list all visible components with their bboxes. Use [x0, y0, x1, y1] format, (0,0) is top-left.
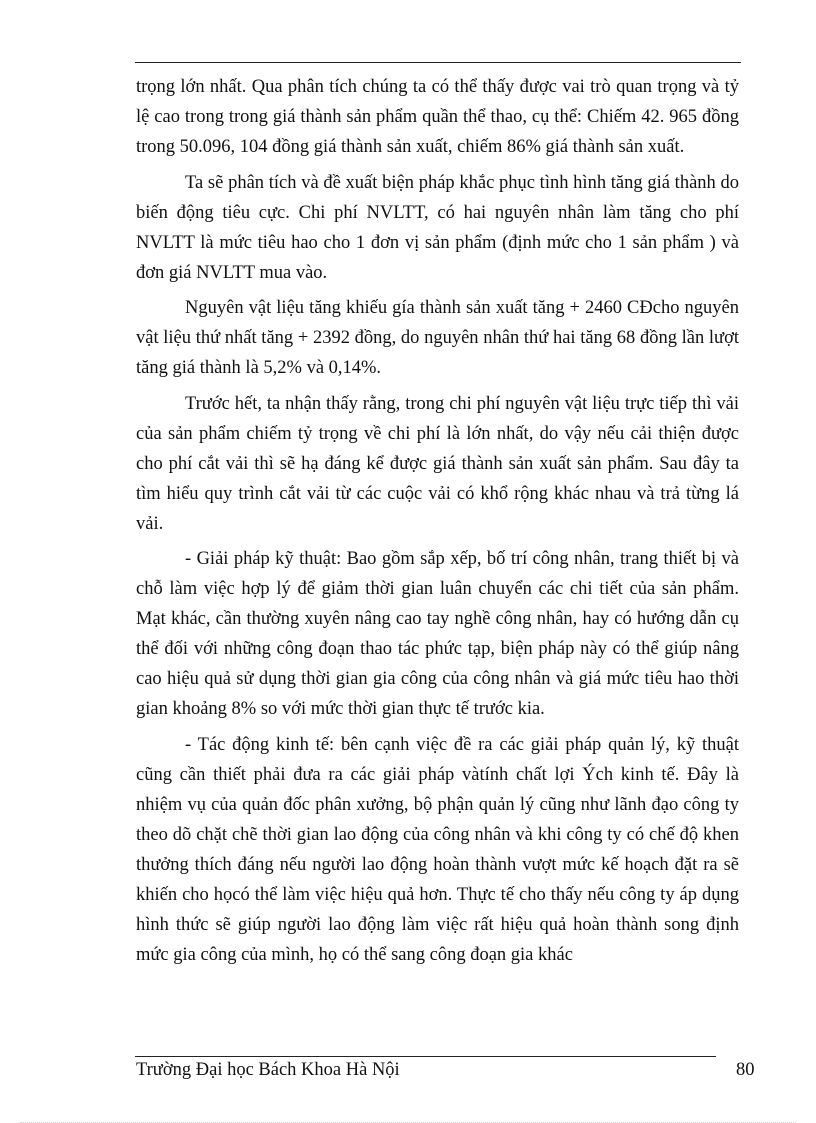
header-rule [135, 62, 741, 63]
paragraph-cost-analysis: Ta sẽ phân tích và đề xuất biện pháp khắc phục tình hình tăng giá thành do biến động tiêu cực. Chi phí NVLTT, có hai nguyên nhân làm tăng cho phí NVLTT là mức tiêu hao cho 1 đơn vị sản phẩm (định mức cho 1 sản phẩm ) và đơn giá NVLTT mua vào. [136, 172, 739, 283]
document-body [136, 72, 739, 970]
paragraph-continuation: trọng lớn nhất. Qua phân tích chúng ta có thể thấy được vai trò quan trọng và tỷ lệ cao trong trong giá thành sản phẩm quần thể thao, cụ thể: Chiếm 42. 965 đồng trong 50.096, 104 đồng giá thành sản xuất, chiếm 86% giá thành sản xuất. [136, 77, 739, 157]
footer-rule [135, 1056, 716, 1057]
footer-school-name: Trường Đại học Bách Khoa Hà Nội [136, 1060, 400, 1080]
paragraph-material-increase: Nguyên vật liệu tăng khiếu gía thành sản xuất tăng + 2460 CĐcho nguyên vật liệu thứ nhất tăng + 2392 đồng, do nguyên nhân thứ hai tăng 68 đồng lần lượt tăng giá thành là 5,2% và 0,14%. [136, 298, 739, 378]
paragraph-fabric-cutting: Trước hết, ta nhận thấy rằng, trong chi phí nguyên vật liệu trực tiếp thì vải của sản phẩm chiếm tỷ trọng về chi phí là lớn nhất, do vậy nếu cải thiện được cho phí cắt vải thì sẽ hạ đáng kể được giá thành sản xuất sản phẩm. Sau đây ta tìm hiểu quy trình cắt vải từ các cuộc vải có khổ rộng khác nhau và trả từng lá vải. [136, 393, 739, 534]
page-number: 80 [736, 1060, 755, 1080]
paragraph-economic-measures: - Tác động kinh tế: bên cạnh việc đề ra các giải pháp quản lý, kỹ thuật cũng cần thiết phải đưa ra các giải pháp vàtính chất lợi Ých kinh tế. Đây là nhiệm vụ của quản đốc phân xưởng, bộ phận quản lý cũng như lãnh đạo công ty theo dõ chặt chẽ thời gian lao động của công nhân và khi công ty có chế độ khen thưởng thích đáng nếu người lao động hoàn thành vượt mức kế hoạch đặt ra sẽ khiến cho họcó thể làm việc hiệu quả hơn. Thực tế cho thấy nếu công ty áp dụng hình thức sẽ giúp người lao động làm việc rất hiệu quả hoàn thành song định mức gia công của mình, họ có thể sang công đoạn gia khác [136, 734, 739, 965]
paragraph-technical-solution: - Giải pháp kỹ thuật: Bao gồm sắp xếp, bố trí công nhân, trang thiết bị và chỗ làm việc hợp lý để giảm thời gian luân chuyển các chi tiết của sản phẩm. Mạt khác, cần thường xuyên nâng cao tay nghề công nhân, hay có hướng dẫn cụ thể đối với những công đoạn thao tác phức tạp, biện pháp này có thể giúp nâng cao hiệu quả sử dụng thời gian gia công của công nhân và giá mức tiêu hao thời gian khoảng 8% so với mức thời gian thực tế trước kia. [136, 549, 739, 719]
